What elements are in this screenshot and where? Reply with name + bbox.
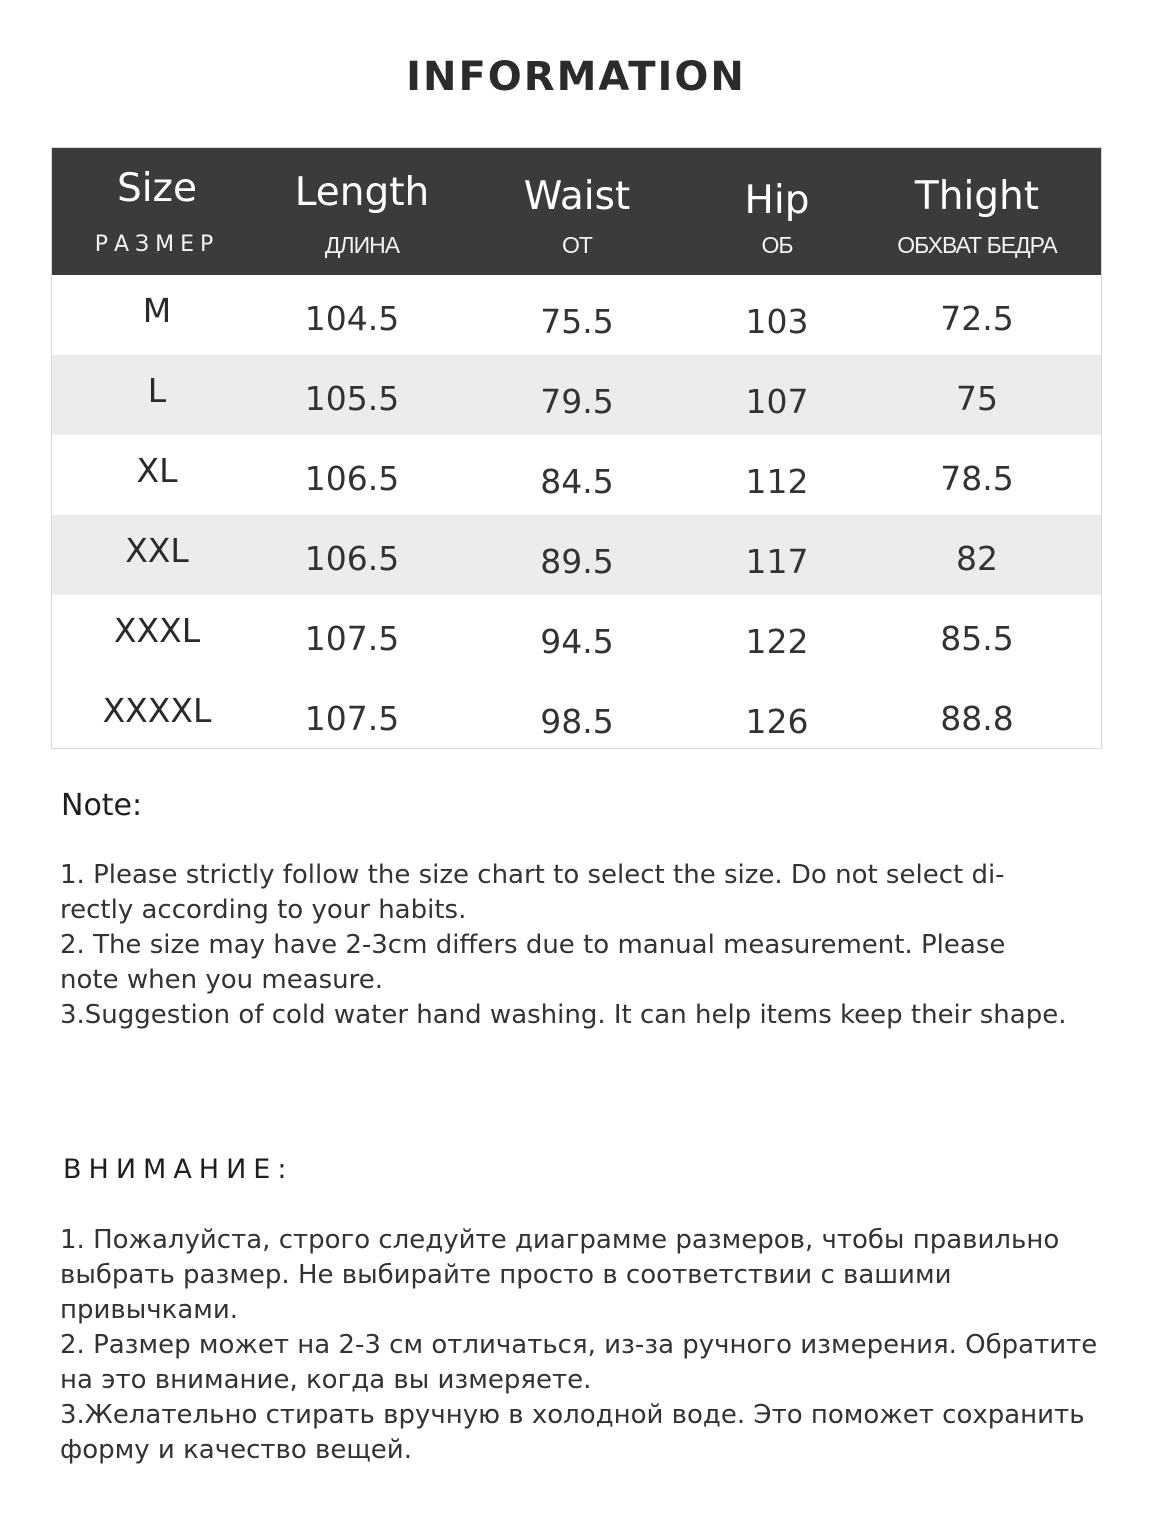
- table-header: [52, 148, 1101, 275]
- cell-size: XXXL: [113, 611, 201, 650]
- cell-thight: 88.8: [940, 699, 1014, 738]
- column-label: Size: [116, 166, 198, 211]
- cell-waist: 84.5: [540, 462, 614, 501]
- table-row: [52, 355, 1101, 435]
- column-label-ru: РАЗМЕР: [94, 232, 220, 257]
- cell-hip: 126: [745, 702, 809, 741]
- cell-length: 104.5: [304, 299, 400, 338]
- column-label-ru: ОТ: [562, 232, 592, 258]
- cell-size: XL: [136, 451, 178, 490]
- note-heading: Note:: [61, 788, 143, 823]
- note-list: [60, 858, 1070, 1033]
- table-row: [52, 515, 1101, 595]
- cell-size: XXL: [125, 531, 189, 570]
- column-header-hip: [677, 148, 877, 275]
- cell-thight: 72.5: [940, 299, 1014, 338]
- cell-length: 107.5: [304, 699, 400, 738]
- column-header-thight: [877, 148, 1077, 275]
- column-header-length: [262, 148, 462, 275]
- cell-length: 106.5: [304, 459, 400, 498]
- note-heading-ru: ВНИМАНИЕ:: [63, 1154, 294, 1185]
- column-label: Hip: [744, 178, 810, 223]
- note-list-ru: [60, 1223, 1100, 1468]
- cell-thight: 75: [956, 379, 998, 418]
- cell-size: XXXXL: [102, 691, 212, 730]
- cell-length: 105.5: [304, 379, 400, 418]
- cell-hip: 103: [745, 302, 809, 341]
- note-item: 3.Suggestion of cold water hand washing. It can help items keep their shape.: [60, 1000, 1067, 1030]
- table-row: [52, 595, 1101, 675]
- size-chart-table: [51, 147, 1102, 749]
- cell-length: 107.5: [304, 619, 400, 658]
- table-row: [52, 435, 1101, 515]
- column-label: Waist: [523, 174, 631, 219]
- table-row: [52, 675, 1101, 755]
- column-label: Length: [294, 170, 430, 215]
- note-item-ru: 2. Размер может на 2-3 см отличаться, из-за ручного измерения. Обратите на это внимание, когда вы измеряете.: [60, 1330, 1098, 1395]
- cell-waist: 75.5: [540, 302, 614, 341]
- cell-thight: 82: [956, 539, 998, 578]
- column-label: Thight: [914, 174, 1040, 219]
- cell-waist: 89.5: [540, 542, 614, 581]
- cell-hip: 112: [745, 462, 809, 501]
- cell-length: 106.5: [304, 539, 400, 578]
- page-title: INFORMATION: [406, 54, 746, 100]
- cell-thight: 78.5: [940, 459, 1014, 498]
- cell-hip: 122: [745, 622, 809, 661]
- cell-waist: 98.5: [540, 702, 614, 741]
- cell-hip: 107: [745, 382, 809, 421]
- note-item-ru: 1. Пожалуйста, строго следуйте диаграмме размеров, чтобы правильно выбрать размер. Не выбирайте просто в соответствии с вашими привычками.: [60, 1225, 1060, 1325]
- cell-thight: 85.5: [940, 619, 1014, 658]
- cell-waist: 79.5: [540, 382, 614, 421]
- cell-hip: 117: [745, 542, 809, 581]
- cell-waist: 94.5: [540, 622, 614, 661]
- cell-size: M: [142, 291, 172, 330]
- column-header-waist: [477, 148, 677, 275]
- cell-size: L: [147, 371, 167, 410]
- note-item: 1. Please strictly follow the size chart to select the size. Do not select di-rectly according to your habits.: [60, 860, 1005, 925]
- table-row: [52, 275, 1101, 355]
- column-label-ru: ОБХВАТ БЕДРА: [897, 232, 1057, 258]
- column-header-size: [62, 148, 252, 275]
- note-item-ru: 3.Желательно стирать вручную в холодной воде. Это поможет сохранить форму и качество вещей.: [60, 1400, 1085, 1465]
- note-item: 2. The size may have 2-3cm differs due to manual measurement. Please note when you measure.: [60, 930, 1006, 995]
- column-label-ru: ОБ: [761, 232, 793, 258]
- column-label-ru: ДЛИНА: [324, 232, 400, 258]
